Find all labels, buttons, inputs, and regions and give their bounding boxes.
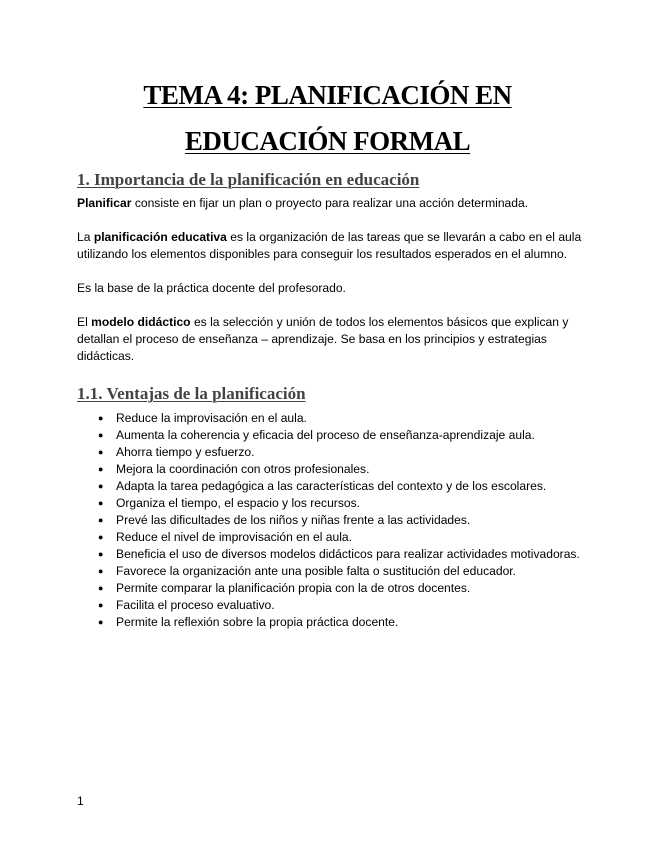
term-planificacion-educativa: planificación educativa [93,230,227,244]
list-item-text: Prevé las dificultades de los niños y niñas frente a las actividades. [116,513,471,527]
paragraph-modelo-didactico [77,314,582,365]
list-item-text: Organiza el tiempo, el espacio y los recursos. [116,496,361,510]
list-item [77,512,582,529]
document-title-line-1: TEMA 4: PLANIFICACIÓN EN [143,80,512,110]
document-title-line-2: EDUCACIÓN FORMAL [184,126,471,156]
list-item [77,563,582,580]
paragraph-base-practica: Es la base de la práctica docente del profesorado. [77,281,346,295]
paragraph-text: El [77,315,92,329]
list-item [77,444,582,461]
bullet-icon: ● [98,600,104,610]
list-item [77,597,582,614]
paragraph-text: es la organización de las tareas que se llevarán a cabo en el aula utilizando los elementos disponibles para conseguir los resultados esperados en el alumno. [77,230,582,261]
paragraph-text: es la selección y unión de todos los elementos básicos que explican y detallan el proceso de enseñanza – aprendizaje. Se basa en los principios y estrategias didácticas. [77,315,569,363]
list-item-text: Permite la reflexión sobre la propia práctica docente. [116,615,399,629]
paragraph-planificar [77,195,582,212]
list-item-text: Reduce el nivel de improvisación en el aula. [116,530,352,544]
list-item [77,495,582,512]
list-item [77,427,582,444]
bullet-icon: ● [98,481,104,491]
list-item [77,614,582,631]
list-item [77,461,582,478]
list-item [77,410,582,427]
page-number: 1 [77,794,84,808]
advantages-list [77,410,582,631]
paragraph-planificacion-educativa [77,229,582,263]
list-item [77,478,582,495]
list-item-text: Ahorra tiempo y esfuerzo. [116,445,255,459]
bullet-icon: ● [98,583,104,593]
bullet-icon: ● [98,413,104,423]
list-item-text: Favorece la organización ante una posible falta o sustitución del educador. [116,564,517,578]
paragraph-text: La [77,230,94,244]
list-item-text: Reduce la improvisación en el aula. [116,411,307,425]
bullet-icon: ● [98,532,104,542]
bullet-icon: ● [98,566,104,576]
bullet-icon: ● [98,515,104,525]
term-modelo-didactico: modelo didáctico [91,315,191,329]
bullet-icon: ● [98,447,104,457]
bullet-icon: ● [98,549,104,559]
bullet-icon: ● [98,617,104,627]
list-item [77,580,582,597]
bullet-icon: ● [98,464,104,474]
paragraph-text: consiste en fijar un plan o proyecto para realizar una acción determinada. [131,196,529,210]
section-heading-ventajas: 1.1. Ventajas de la planificación [77,384,306,403]
bullet-icon: ● [98,430,104,440]
list-item-text: Aumenta la coherencia y eficacia del proceso de enseñanza-aprendizaje aula. [116,428,535,442]
list-item-text: Permite comparar la planificación propia con la de otros docentes. [116,581,471,595]
list-item-text: Mejora la coordinación con otros profesionales. [116,462,370,476]
term-planificar: Planificar [77,196,132,210]
list-item-text: Facilita el proceso evaluativo. [116,598,275,612]
list-item-text: Beneficia el uso de diversos modelos didácticos para realizar actividades motivadoras. [116,547,580,561]
list-item [77,546,582,563]
section-heading-importancia: 1. Importancia de la planificación en educación [77,170,420,189]
bullet-icon: ● [98,498,104,508]
list-item [77,529,582,546]
list-item-text: Adapta la tarea pedagógica a las características del contexto y de los escolares. [116,479,547,493]
